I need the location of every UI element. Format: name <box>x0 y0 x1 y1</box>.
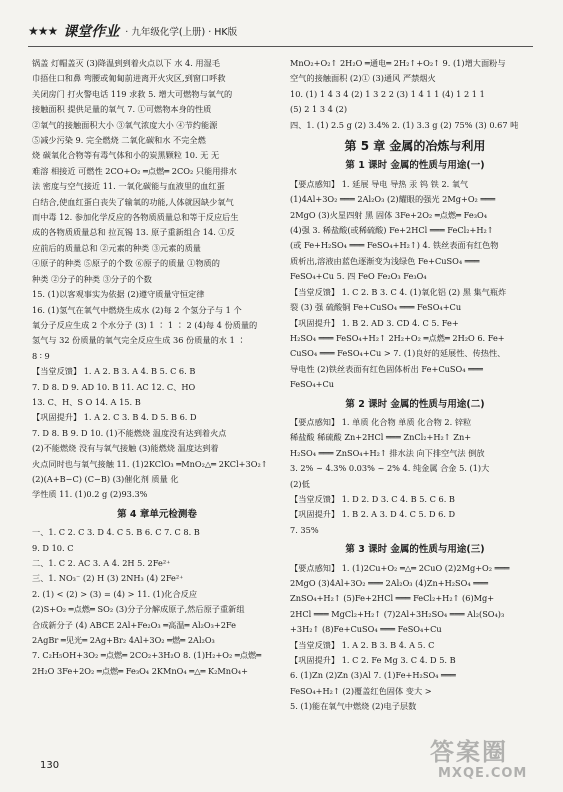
answer-line: 【巩固提升】 1. B 2. AD 3. CD 4. C 5. Fe+ <box>290 317 459 328</box>
answer-line: 【巩固提升】 1. A 2. C 3. B 4. D 5. B 6. D <box>32 412 197 423</box>
answer-line: CuSO₄ ═══ FeSO₄+Cu > 7. (1)良好的延展性、传热性、 <box>290 348 506 359</box>
answer-line: 3. 2% ~ 4.3% 0.03% ~ 2% 4. 纯金属 合金 5. (1)大 <box>290 463 490 474</box>
answer-line: ②氧气的接触面积大小 ③氧气浓度大小 ④节约能源 <box>32 119 218 130</box>
header-subtitle: · 九年级化学(上册) · HK版 <box>125 27 238 38</box>
answer-line: 火点同时也与氧气接触 11. (1)2KClO₃ ═MnO₂△═ 2KCl+3O₂↑ <box>32 458 268 469</box>
answer-line: (2)低 <box>290 478 310 489</box>
answer-line: ZnSO₄+H₂↑ (5)Fe+2HCl ═══ FeCl₂+H₂↑ (6)Mg+ <box>290 593 495 604</box>
answer-line: 2HCl ═══ MgCl₂+H₂↑ (7)2Al+3H₂SO₄ ═══ Al₂(SO₄)₃ <box>290 608 505 619</box>
answer-line: 难溶 相接近 可燃性 2CO+O₂ ═点燃═ 2CO₂ 只能用排水 <box>32 165 237 176</box>
answer-line: (2)(A+B−C) (C−B) (3)催化剂 质量 化 <box>32 473 179 484</box>
answer-line: +3H₂↑ (8)Fe+CuSO₄ ═══ FeSO₄+Cu <box>290 624 442 635</box>
answer-line: 2H₂O 3Fe+2O₂ ═点燃═ Fe₃O₄ 2KMnO₄ ═△═ K₂MnO₄+ <box>32 665 248 676</box>
answer-line: 而中毒 12. 参加化学反应的各物质质量总和等于反应后生 <box>32 212 239 223</box>
answer-line: FeSO₄+Cu <box>290 379 335 390</box>
answer-line: 氧分子反应生成 2 个水分子 (3) 1 ∶ 1 ∶ 2 (4)每 4 份质量的 <box>32 319 258 330</box>
answer-line: 13. C、H、S O 14. A 15. B <box>32 396 141 407</box>
answer-line: 二、1. C 2. AC 3. A 4. 2H 5. 2Fe²⁺ <box>32 558 171 568</box>
answer-line: 四、1. (1) 2.5 g (2) 3.4% 2. (1) 3.3 g (2) 75% (3) 0.67 吨 <box>290 119 519 130</box>
answer-line: 【要点感知】 1. 单质 化合物 单质 化合物 2. 锌粒 <box>290 416 472 427</box>
lesson2-title: 第 2 课时 金属的性质与用途(二) <box>345 398 485 410</box>
answer-line: 10. (1) 1 4 3 4 (2) 1 3 2 2 (3) 1 4 1 1 (4) 1 2 1 1 <box>290 88 485 99</box>
answer-line: 导电性 (2)铁丝表面有红色固体析出 Fe+CuSO₄ ═══ <box>290 363 483 374</box>
answer-line: (2)S+O₂ ═点燃═ SO₂ (3)分子分解成原子,然后原子重新组 <box>32 604 245 615</box>
header-brand: 课堂作业 <box>63 24 120 40</box>
watermark-logo: 答案圈 <box>430 738 508 766</box>
answer-line: FeSO₄+H₂↑ (2)覆盖红色固体 变大 > <box>290 685 432 696</box>
left-column <box>32 56 282 679</box>
answer-line: 7. D 8. D 9. AD 10. B 11. AC 12. C、HO <box>32 381 196 392</box>
answer-line: 接触面积 提供足量的氧气 7. ①可燃物本身的性质 <box>32 104 212 115</box>
answer-line: 【当堂反馈】 1. A 2. B 3. A 4. B 5. C 6. B <box>32 366 196 377</box>
answer-line: 16. (1)氢气在氧气中燃烧生成水 (2)每 2 个氢分子与 1 个 <box>32 304 242 315</box>
header-divider <box>28 46 533 47</box>
answer-line: 2AgBr ═见光═ 2Ag+Br₂ 4Al+3O₂ ═燃═ 2Al₂O₃ <box>32 635 215 646</box>
lesson1-title: 第 1 课时 金属的性质与用途(一) <box>345 160 485 172</box>
answer-line: 9. D 10. C <box>32 542 74 553</box>
answer-line: H₂SO₄ ═══ FeSO₄+H₂↑ 2H₂+O₂ ═点燃═ 2H₂O 6. Fe+ <box>290 332 505 343</box>
chapter-title: 第 5 章 金属的冶炼与利用 <box>344 139 486 154</box>
answer-line: 氢气与 32 份质量的氧气完全反应生成 36 份质量的水 1 ∶ <box>32 335 246 346</box>
answer-line: 稀盐酸 稀硫酸 Zn+2HCl ═══ ZnCl₂+H₂↑ Zn+ <box>290 432 472 443</box>
answer-line: 巾捂住口和鼻 弯腰或匍匐前进离开火灾区,到窗口呼救 <box>32 73 226 84</box>
answer-line: 2MgO (3)4Al+3O₂ ═══ 2Al₂O₃ (4)Zn+H₂SO₄ ═══ <box>290 578 488 588</box>
answer-line: 白结合,使血红蛋白丧失了输氧的功能,人体就因缺少氧气 <box>32 196 234 207</box>
answer-line: 【当堂反馈】 1. C 2. B 3. C 4. (1)氧化铝 (2) 黑 集气瓶炸 <box>290 286 507 297</box>
answer-line: H₂SO₄ ═══ ZnSO₄+H₂↑ 排水法 向下排空气法 倒放 <box>290 447 485 458</box>
answer-line: ④原子的种类 ⑤原子的个数 ⑥原子的质量 ①物质的 <box>32 258 220 269</box>
answer-line: 2. (1) < (2) > (3) = (4) > 11. (1)化合反应 <box>32 588 198 599</box>
answer-line: 一、1. C 2. C 3. D 4. C 5. B 6. C 7. C 8. B <box>32 527 200 538</box>
answer-line: 成的各物质质量总和 拉瓦锡 13. 原子重新组合 14. ①反 <box>32 227 235 238</box>
answer-line: 【当堂反馈】 1. D 2. D 3. C 4. B 5. C 6. B <box>290 493 455 504</box>
answer-line: MnO₂+O₂↑ 2H₂O ═通电═ 2H₂↑+O₂↑ 9. (1)增大面粉与 <box>290 58 506 68</box>
answer-line: 【要点感知】 1. 延展 导电 导热 汞 钨 铁 2. 氧气 <box>290 178 469 189</box>
right-column <box>290 56 540 715</box>
answer-line: 【当堂反馈】 1. A 2. B 3. B 4. A 5. C <box>290 639 435 650</box>
page-number: 130 <box>40 760 60 771</box>
answer-line: (1)4Al+3O₂ ═══ 2Al₂O₃ (2)耀眼的强光 2Mg+O₂ ═══ <box>290 194 496 205</box>
answer-line: 应前后的质量总和 ②元素的种类 ③元素的质量 <box>32 242 201 253</box>
answer-line: 质析出,溶液由蓝色逐渐变为浅绿色 Fe+CuSO₄ ═══ <box>290 255 480 266</box>
answer-line: 8 ∶ 9 <box>32 350 50 361</box>
answer-line: 【巩固提升】 1. B 2. A 3. D 4. C 5. D 6. D <box>290 509 456 520</box>
answer-line: 裂 (3) 强 硫酸铜 Fe+CuSO₄ ═══ FeSO₄+Cu <box>290 302 462 313</box>
answer-line: 三、1. NO₃⁻ (2) H (3) 2NH₃ (4) 2Fe²⁺ <box>32 573 184 584</box>
answer-line: 7. D 8. B 9. D 10. (1)不能燃烧 温度没有达到着火点 <box>32 427 227 438</box>
answer-line: 种类 ②分子的种类 ③分子的个数 <box>32 273 152 284</box>
header-stars-icon: ★★★ <box>28 24 58 38</box>
lesson3-title: 第 3 课时 金属的性质与用途(三) <box>345 544 485 556</box>
answer-line: (或 Fe+H₂SO₄ ═══ FeSO₄+H₂↑) 4. 铁丝表面有红色物 <box>290 240 499 251</box>
answer-line: 合成新分子 (4) ABCE 2Al+Fe₂O₃ ═高温═ Al₂O₃+2Fe <box>32 619 237 630</box>
answer-line: (5) 2 1 3 4 (2) <box>290 104 348 115</box>
watermark-url: MXQE.COM <box>438 766 528 781</box>
unit-test-title: 第 4 章单元检测卷 <box>117 508 197 520</box>
answer-line: 法 密度与空气接近 11. 一氧化碳能与血液里的血红蛋 <box>32 181 225 192</box>
answer-line: 6. (1)Zn (2)Zn (3)Al 7. (1)Fe+H₂SO₄ ═══ <box>290 670 456 681</box>
answer-line: 7. 35% <box>290 524 319 535</box>
answer-line: ⑤减少污染 9. 完全燃烧 二氧化碳和水 不完全燃 <box>32 135 206 146</box>
answer-line: 15. (1)以客观事实为依据 (2)遵守质量守恒定律 <box>32 289 205 300</box>
watermark <box>430 732 540 784</box>
answer-line: (4)强 3. 稀盐酸(或稀硫酸) Fe+2HCl ═══ FeCl₂+H₂↑ <box>290 225 494 236</box>
answer-line: 2MgO (3)火星四射 黑 固体 3Fe+2O₂ ═点燃═ Fe₃O₄ <box>290 209 488 220</box>
answer-line: (2)不能燃烧 没有与氧气接触 (3)能燃烧 温度达到着 <box>32 443 219 454</box>
answer-line: 关闭房门 打火警电话 119 求救 5. 增大可燃物与氧气的 <box>32 88 233 99</box>
answer-line: 锅盖 灯帽盖灭 (3)降温到到着火点以下 水 4. 用湿毛 <box>32 58 220 68</box>
answer-line: 【巩固提升】 1. C 2. Fe Mg 3. C 4. D 5. B <box>290 655 456 666</box>
answer-line: 【要点感知】 1. (1)2Cu+O₂ ═△═ 2CuO (2)2Mg+O₂ ═══ <box>290 562 510 573</box>
answer-line: 学性质 11. (1)0.2 g (2)93.3% <box>32 489 148 500</box>
answer-line: 5. (1)能在氧气中燃烧 (2)电子层数 <box>290 701 417 712</box>
answer-line: 空气的接触面积 (2)① (3)通风 严禁烟火 <box>290 73 436 84</box>
answer-line: 7. C₂H₅OH+3O₂ ═点燃═ 2CO₂+3H₂O 8. (1)H₂+O₂ ═点燃═ <box>32 650 262 661</box>
page-header <box>28 20 237 42</box>
answer-line: FeSO₄+Cu 5. 四 FeO Fe₂O₃ Fe₃O₄ <box>290 271 427 282</box>
answer-line: 烧 碳氧化合物等有毒气体和小的炭黑颗粒 10. 无 无 <box>32 150 220 161</box>
